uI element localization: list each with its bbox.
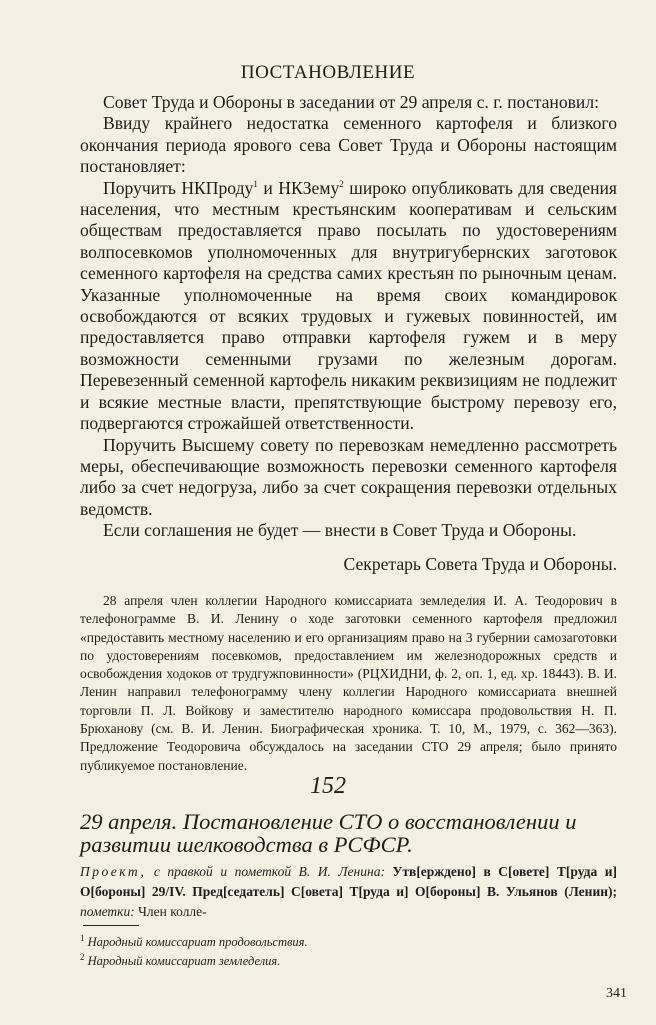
footnote-mark-1: 1 bbox=[253, 178, 258, 189]
draft-approval: Утв[ерждено] в С[овете] Т[руда и] О[бороны] 29/IV. Пред[седатель] С[овета] Т[руда и] О[бороны] В. Ульянов (Ленин); bbox=[80, 864, 617, 899]
paragraph-part: широко опубликовать для сведения населения, что местным крестьянским кооперативам и сельским обществам предоставляется право посылать по удостоверениям волпосевкомов уполномоченных для внутригубернских заготовок семенного картофеля на средства самих крестьян по рыночным ценам. Указанные уполномоченные на время своих командировок освобождаются от всяких трудовых и гужевых повинностей, им предоставляется право отправки картофеля гужем и в меру возможности семенными грузами по железным дорогам. Перевезенный семенной картофель никаким реквизициям не подлежит и всякие местные власти, препятствующие быстрому перевозу его, подвергаются строжайшей ответственности. bbox=[80, 177, 617, 434]
paragraph-instruction-transport: Поручить Высшему совету по перевозкам немедленно рассмотреть меры, обеспечивающие возможность перевозки семенного картофеля либо за счет недогруза, либо за счет сокращения перевозки отдельных ведомств. bbox=[80, 434, 617, 519]
footnote-2-mark: 2 bbox=[80, 951, 85, 962]
editorial-note-text: 28 апреля член коллегии Народного комиссариата земледелия И. А. Теодорович в телефонограмме В. И. Ленину о ходе заготовки семенного картофеля предложил «предоставить местному населению и его организациям право на 3 губернии самозаготовки по удостоверениям посевкомов, предоставлением им железнодорожных средств и освобождения ходоков от трудгужповинности» (РЦХИДНИ, ф. 2, оп. 1, ед. хр. 18443). В. И. Ленин направил телефонограмму члену коллегии Народного комиссариата внешней торговли П. Л. Войкову и заместителю народного комиссара продовольствия Н. П. Брюханову (см. В. И. Ленин. Биографическая хроника. Т. 10, М., 1979, с. 362—363). Предложение Теодоровича обсуждалось на заседании СТО 29 апреля; было принято публикуемое постановление. bbox=[80, 593, 617, 773]
resolution-body bbox=[80, 92, 617, 542]
footnote-1-text: Народный комиссариат продовольствия. bbox=[87, 935, 308, 949]
draft-mark-label: пометки: bbox=[80, 904, 135, 919]
footnote-2-text: Народный комиссариат земледелия. bbox=[87, 954, 281, 968]
paragraph-fallback: Если соглашения не будет — внести в Совет Труда и Обороны. bbox=[103, 520, 577, 541]
paragraph-reason: Ввиду крайнего недостатка семенного картофеля и близкого окончания периода ярового сева Совет Труда и Обороны настоящим постановляет: bbox=[80, 113, 617, 177]
draft-intro: с правкой и пометкой В. И. Ленина: bbox=[146, 864, 393, 879]
draft-label: Проект, bbox=[80, 864, 147, 879]
document-number: 152 bbox=[310, 773, 346, 799]
signature-line: Секретарь Совета Труда и Обороны. bbox=[343, 554, 617, 574]
draft-tail: Член колле- bbox=[134, 904, 207, 919]
paragraph-instruction-publish bbox=[80, 178, 617, 435]
page-number: 341 bbox=[606, 986, 627, 1001]
paragraph-preamble: Совет Труда и Обороны в заседании от 29 апреля с. г. постановил: bbox=[103, 92, 600, 112]
footnote-divider bbox=[83, 925, 139, 926]
footnotes bbox=[80, 933, 617, 971]
footnote-mark-2: 2 bbox=[339, 178, 344, 189]
footnote-1-mark: 1 bbox=[80, 932, 85, 943]
footnote-2 bbox=[80, 952, 617, 971]
editorial-note bbox=[80, 592, 617, 775]
document-title: 29 апреля. Постановление СТО о восстановлении и развитии шелководства в РСФСР. bbox=[80, 809, 577, 857]
paragraph-part: Поручить НКПроду bbox=[103, 177, 254, 198]
resolution-heading: ПОСТАНОВЛЕНИЕ bbox=[240, 62, 416, 83]
draft-description bbox=[80, 862, 617, 922]
footnote-1 bbox=[80, 933, 617, 952]
paragraph-part: и НКЗему bbox=[257, 177, 340, 198]
